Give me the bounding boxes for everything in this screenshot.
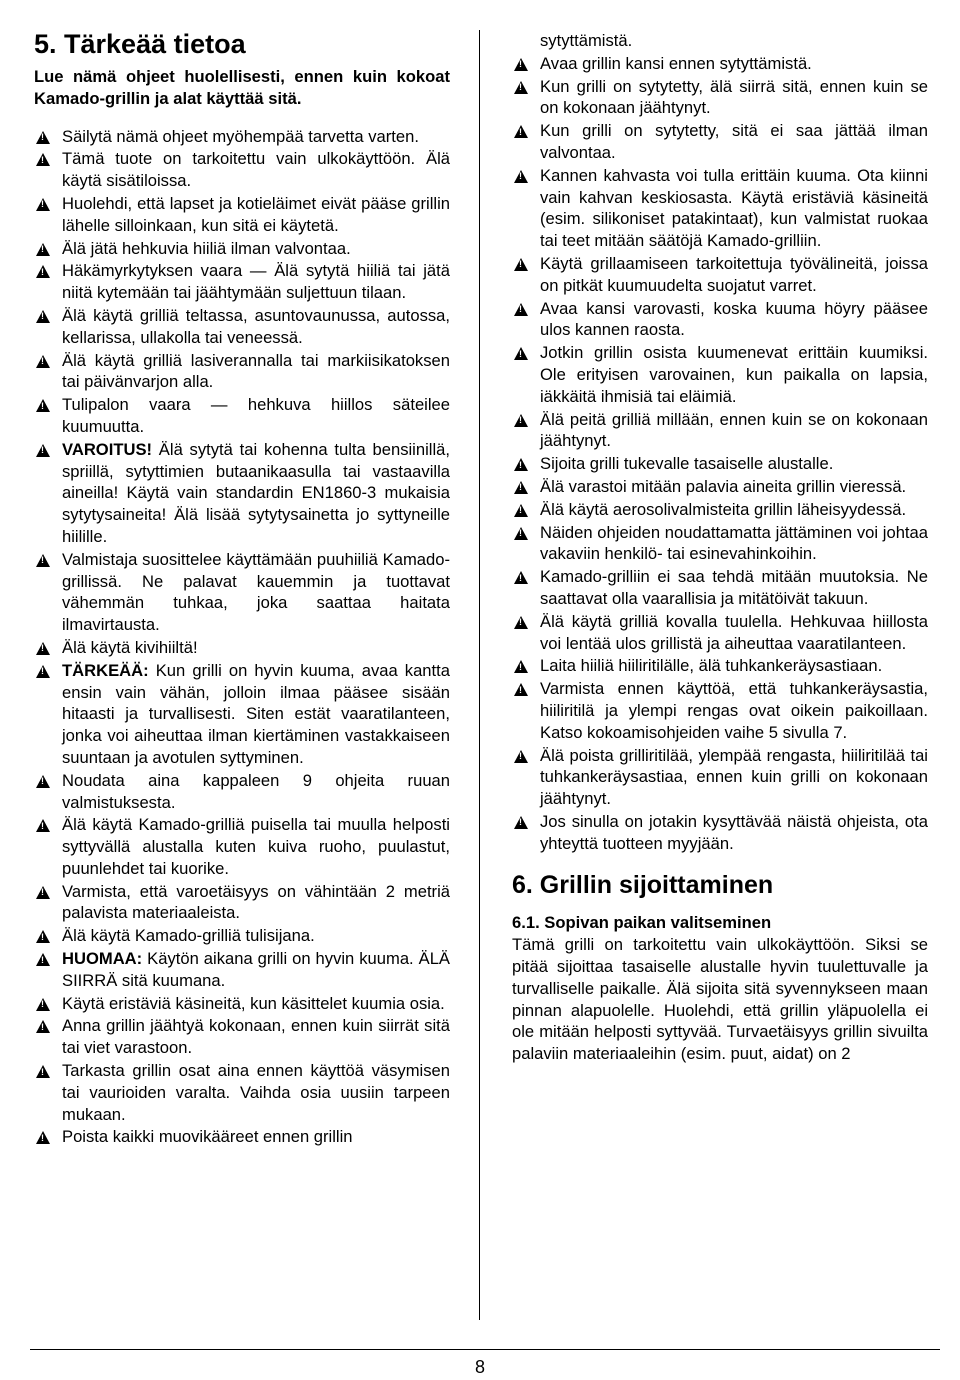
warning-item [34, 1060, 450, 1125]
warning-triangle-icon [514, 481, 528, 494]
warning-item [34, 770, 450, 814]
warning-item-text: Näiden ohjeiden noudattamatta jättäminen voi johtaa vakaviin henkilö- tai esinevahinkoihin. [540, 522, 928, 564]
warning-item-emphasis: TÄRKEÄÄ: [62, 660, 149, 680]
warning-item-text: Jos sinulla on jotakin kysyttävää näistä ohjeista, ota yhteyttä tuotteen myyjään. [540, 811, 928, 853]
warning-triangle-icon [514, 750, 528, 763]
warning-item-text: Älä varastoi mitään palavia aineita grillin vieressä. [540, 476, 907, 496]
column-divider [479, 30, 480, 1320]
warning-triangle-icon [36, 153, 50, 166]
warning-item [34, 394, 450, 438]
warning-triangle-icon [36, 554, 50, 567]
warning-item [34, 260, 450, 304]
warning-item [34, 1015, 450, 1059]
warning-triangle-icon [36, 355, 50, 368]
warning-item [512, 120, 928, 164]
warning-list-right [512, 53, 928, 855]
warning-triangle-icon [36, 1020, 50, 1033]
subsection-heading-6-1: 6.1. Sopivan paikan valitseminen [512, 913, 772, 933]
warning-item [512, 53, 928, 75]
warning-item [34, 948, 450, 992]
warning-item-text: Kannen kahvasta voi tulla erittäin kuuma. Ota kiinni vain kahvan keskiosasta. Käytä eristäviä käsineitä (esim. silikoniset patakintaat), kun valmistat ruokaa tai teet mitään säätöjä Kamado-grilliin. [540, 165, 928, 251]
warning-item-emphasis: HUOMAA: [62, 949, 143, 969]
warning-triangle-icon [36, 665, 50, 678]
warning-item [512, 811, 928, 855]
warning-triangle-icon [36, 930, 50, 943]
warning-item [34, 993, 450, 1015]
warning-item-text: Jotkin grillin osista kuumenevat erittäin kuumiksi. Ole erityisen varovainen, kun paikalla on lapsia, iäkkäitä ihmisiä tai eläimiä. [540, 343, 928, 406]
right-column [512, 30, 928, 1065]
warning-triangle-icon [36, 1065, 50, 1078]
warning-item-text: Älä käytä Kamado-grilliä puisella tai muulla helposti syttyvällä alustalla kuten kuiva ruoho, puulastut, puunlehdet tai kuorike. [62, 815, 450, 878]
warning-triangle-icon [36, 998, 50, 1011]
warning-triangle-icon [514, 683, 528, 696]
intro-text: Lue nämä ohjeet huolellisesti, ennen kuin kokoat Kamado-grillin ja alat käyttää sitä. [34, 67, 450, 108]
warning-item [34, 637, 450, 659]
warning-item-text: Noudata aina kappaleen 9 ohjeita ruuan valmistuksesta. [62, 770, 450, 812]
warning-item-text: Älä käytä aerosolivalmisteita grillin läheisyydessä. [540, 499, 907, 519]
warning-triangle-icon [36, 819, 50, 832]
warning-item [512, 655, 928, 677]
warning-triangle-icon [36, 886, 50, 899]
warning-item [34, 148, 450, 192]
warning-item-text: Poista kaikki muovikääreet ennen grillin [62, 1127, 353, 1147]
warning-item-text: Laita hiiliä hiiliritilälle, älä tuhkankeräysastiaan. [540, 656, 883, 676]
warning-item-text: Älä jätä hehkuvia hiiliä ilman valvontaa. [62, 238, 351, 258]
warning-item [512, 453, 928, 475]
warning-item-text: Käytön aikana grilli on hyvin kuuma. ÄLÄ SIIRRÄ sitä kuumana. [62, 949, 450, 990]
warning-triangle-icon [36, 131, 50, 144]
warning-item-text: Kun grilli on sytytetty, älä siirrä sitä, ennen kuin se on kokonaan jäähtynyt. [540, 76, 928, 118]
warning-item [34, 126, 450, 148]
warning-item [34, 549, 450, 636]
warning-item [512, 76, 928, 120]
warning-triangle-icon [514, 125, 528, 138]
warning-triangle-icon [514, 58, 528, 71]
warning-item-text: Älä poista grilliritilää, ylempää rengasta, hiiliritilää tai tuhkankeräysastiaa, ennen kuin grilli on kokonaan jäähtynyt. [540, 745, 928, 809]
warning-item [34, 350, 450, 394]
warning-item-text: Varmista, että varoetäisyys on vähintään 2 metriä palavista materiaaleista. [62, 881, 450, 923]
section-heading-5: 5. Tärkeää tietoa [34, 29, 246, 59]
warning-item [34, 881, 450, 925]
warning-item-text: Tämä tuote on tarkoitettu vain ulkokäyttöön. Älä käytä sisätiloissa. [62, 149, 450, 191]
warning-item [512, 566, 928, 610]
warning-item-text: Kun grilli on hyvin kuuma, avaa kantta ensin vain vähän, jolloin ilmaa pääsee sisään hitaasti ja turvallisesti. Siten estät vaaratilanteen, jonka voi aiheuttaa ilman kiertäminen vastakkaiseen suuntaan ja avotulen syttyminen. [62, 660, 450, 767]
warning-item-text: Älä sytytä tai kohenna tulta bensiinillä, spriillä, sytyttimien butaanikaasulla tai vastaavilla aineilla! Käytä vain standardin EN1860-3 mukaisia sytytysaineita! Älä lisää sytytysainetta jo syttyneille hiilille. [62, 439, 450, 546]
warning-item-text: Varmista ennen käyttöä, että tuhkankeräysastia, hiiliritilä ja ylempi rengas ovat oikein paikoillaan. Katso kokoamisohjeiden vaihe 5 sivulla 7. [540, 679, 928, 742]
warning-item [512, 342, 928, 407]
warning-item-text: Sijoita grilli tukevalle tasaiselle alustalle. [540, 454, 834, 474]
warning-item-text: Tulipalon vaara — hehkuva hiillos säteilee kuumuutta. [62, 395, 450, 436]
warning-triangle-icon [36, 310, 50, 323]
warning-triangle-icon [514, 414, 528, 427]
warning-item-text: Häkämyrkytyksen vaara — Älä sytytä hiiliä tai jätä niitä kytemään tai jäähtymään suljettuun tilaan. [62, 261, 450, 303]
warning-item [34, 193, 450, 237]
warning-item-text: Älä peitä grilliä millään, ennen kuin se on kokonaan jäähtynyt. [540, 409, 928, 451]
warning-item-text: Älä käytä grilliä kovalla tuulella. Hehkuvaa hiillosta voi lentää ulos grillistä ja aiheuttaa vaaratilanteen. [540, 611, 928, 653]
warning-triangle-icon [514, 660, 528, 673]
warning-item [512, 678, 928, 743]
warning-triangle-icon [514, 303, 528, 316]
section-6-1-paragraph: Tämä grilli on tarkoitettu vain ulkokäyttöön. Siksi se pitää sijoittaa tasaiselle alustalle hyvin tuulettuvalle ja turvalliselle paikalle. Älä sijoita sitä syvennykseen maan pinnan alapuolelle. Huolehdi, että grillin yläpuolella ei ole mitään helposti syttyvää. Turvaetäisyys grillin sivuilta palaviin materiaaleihin (esim. puut, aidat) on 2 [512, 935, 928, 1064]
warning-item [512, 165, 928, 252]
warning-item-text: Valmistaja suosittelee käyttämään puuhiiliä Kamado-grillissä. Ne palavat kauemmin ja tuottavat vähemmän tuhkaa, joka saattaa haitata ilmavirtausta. [62, 549, 450, 635]
warning-item [34, 1126, 450, 1148]
warning-item-text: Älä käytä grilliä teltassa, asuntovaunussa, autossa, kellarissa, ullakolla tai veneessä. [62, 305, 450, 347]
warning-item-text: Käytä eristäviä käsineitä, kun käsittelet kuumia osia. [62, 993, 445, 1013]
warning-triangle-icon [36, 775, 50, 788]
warning-triangle-icon [514, 616, 528, 629]
warning-item-text: Huolehdi, että lapset ja kotieläimet eivät pääse grillin lähelle silloinkaan, kun sitä ei käytetä. [62, 193, 450, 235]
warning-item-text: Älä käytä grilliä lasiverannalla tai markiisikatoksen tai päivänvarjon alla. [62, 350, 450, 392]
warning-triangle-icon [514, 571, 528, 584]
warning-triangle-icon [514, 458, 528, 471]
page-number: 8 [474, 1357, 485, 1377]
left-column [34, 28, 450, 1149]
warning-item [512, 476, 928, 498]
warning-item [512, 745, 928, 810]
warning-item [34, 305, 450, 349]
warning-triangle-icon [514, 170, 528, 183]
warning-triangle-icon [36, 1131, 50, 1144]
warning-triangle-icon [36, 642, 50, 655]
warning-triangle-icon [514, 816, 528, 829]
warning-item [34, 238, 450, 260]
warning-triangle-icon [36, 265, 50, 278]
warning-item [34, 660, 450, 769]
warning-item [34, 439, 450, 548]
warning-item-text: Älä käytä kivihiiltä! [62, 637, 198, 657]
warning-triangle-icon [36, 444, 50, 457]
warning-list-left [34, 126, 450, 1149]
warning-triangle-icon [514, 81, 528, 94]
warning-triangle-icon [514, 527, 528, 540]
warning-item [512, 298, 928, 342]
warning-item-text: Avaa kansi varovasti, koska kuuma höyry pääsee ulos kannen raosta. [540, 298, 928, 340]
warning-item-text: Kun grilli on sytytetty, sitä ei saa jättää ilman valvontaa. [540, 121, 928, 162]
warning-item-emphasis: VAROITUS! [62, 439, 153, 459]
warning-triangle-icon [36, 198, 50, 211]
warning-item-text: Älä käytä Kamado-grilliä tulisijana. [62, 926, 315, 946]
warning-item-text: Käytä grillaamiseen tarkoitettuja työvälineitä, joissa on pitkät kuumuudelta suojatut varret. [540, 253, 928, 295]
warning-item [512, 522, 928, 566]
warning-item-text: Tarkasta grillin osat aina ennen käyttöä väsymisen tai vaurioiden varalta. Vaihda osia uusiin tarpeen mukaan. [62, 1061, 450, 1124]
warning-item-text: Avaa grillin kansi ennen sytyttämistä. [540, 53, 812, 73]
warning-item [512, 253, 928, 297]
warning-item-text: Kamado-grilliin ei saa tehdä mitään muutoksia. Ne saattavat olla vaarallisia ja mitätöivät takuun. [540, 567, 928, 608]
warning-item [512, 499, 928, 521]
warning-item [34, 814, 450, 879]
section-heading-6: 6. Grillin sijoittaminen [512, 871, 774, 900]
warning-item [34, 925, 450, 947]
warning-triangle-icon [36, 243, 50, 256]
warning-item-text: Anna grillin jäähtyä kokonaan, ennen kuin siirrät sitä tai viet varastoon. [62, 1016, 450, 1058]
page-bottom-rule [30, 1349, 940, 1350]
warning-triangle-icon [514, 347, 528, 360]
continuation-text: sytyttämistä. [540, 31, 633, 50]
warning-item-text: Säilytä nämä ohjeet myöhempää tarvetta varten. [62, 126, 419, 146]
warning-item [512, 409, 928, 453]
warning-item [512, 611, 928, 655]
warning-triangle-icon [36, 399, 50, 412]
warning-triangle-icon [514, 504, 528, 517]
warning-triangle-icon [514, 258, 528, 271]
warning-triangle-icon [36, 953, 50, 966]
